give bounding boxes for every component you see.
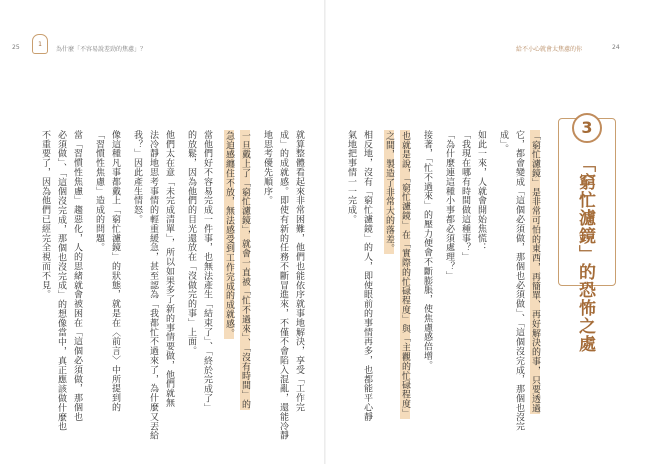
left-body-line: 像這種凡事都戴上「窮忙濾鏡」的狀態，就是在〈前言〉中所提到的 [110,130,120,412]
chapter-heading-box [558,118,616,353]
left-body-line: 成」的成就感。即使有新的任務不斷冒進來，不僅不會陷入混亂，還能冷靜 [278,130,288,441]
left-body-line: 不重要了，因為他們已經完全視而不見。 [40,130,50,300]
chapter-emblem: 1 [32,34,48,54]
left-body-line: 地思考優先順序。 [262,130,272,206]
right-body-line: 氣地把事情一一完成。 [346,130,356,224]
right-body-line: 之間，製造了非常大的落差。 [384,131,394,254]
left-running-title: 為什麼「不容易說差勁的焦慮」？ [56,46,147,53]
left-body-line: 急迫感纏住不放，無法感受到工作完成的成就感。 [224,131,234,338]
right-body-line: 「為什麼連這種小事都必須處理？」 [444,130,454,281]
left-body-line: 法冷靜地思考事情的輕重緩急，甚至認為「我都忙不過來了，為什麼又丟給 [148,130,158,441]
right-body-line: 它，都會變成「這個必須做，那個也必須做」、「這個沒完成，那個也沒完 [514,130,524,432]
left-body-line: 一旦戴上了「窮忙濾鏡」，就會一直被「忙不過來」、「沒有時間」的 [240,131,250,409]
left-body-line: 當「習慣性焦慮」趨惡化，人的思緒就會被困在「這個必須做，那個也 [72,130,82,422]
right-body-line: 也就是說，「窮忙濾鏡」在「實際的忙碌程度」與「主觀的忙碌程度」 [400,131,410,418]
left-body-line: 他們太在意「未完成清單」，所以如果多了新的事情要做，他們就無 [164,130,174,408]
right-body-line: 相反地，沒有「窮忙濾鏡」的人，即使眼前的事情再多，也都能平心靜 [362,130,372,422]
right-body-line: 成」。 [498,130,508,154]
left-body-line: 必須做」、「這個沒完成，那個也沒完成」的想像當中，真正應該做什麼也 [56,130,66,432]
chapter-number: 3 [572,113,602,143]
left-body-line: 就算整體看起來非常困難，他們也能依序就事地解決，享受「工作完 [294,130,304,412]
right-page-number: 24 [612,44,620,51]
left-body-line: 的放鬆，因為他們的目光還放在「沒做完的事」上面。 [186,130,196,356]
chapter-title: 「窮忙濾鏡」的恐怖之處 [575,155,595,353]
right-body-line: 如此一來，人就會開始焦慌： [476,130,486,253]
right-body-line: 接著，「忙不過來」的壓力便會不斷膨脹，使焦慮感倍增。 [422,130,432,370]
left-body-line: 我？」因此產生情怒。 [132,130,142,224]
right-body-line: 「我現在哪有時間做這種事？」 [460,130,470,262]
left-body-line: 當他們好不容易完成一件事，也無法產生「結束了」、「終於完成了」 [202,130,212,413]
right-running-title: 給不小心就會太焦慮的你 [516,46,583,53]
page-gutter [324,0,326,464]
left-page-number: 25 [12,44,20,51]
right-body-line: 「窮忙濾鏡」是非常可怕的東西，再簡單、再好解決的事，只要透過 [530,131,540,413]
left-body-line: 「習慣性焦慮」造成的問題。 [94,130,104,253]
